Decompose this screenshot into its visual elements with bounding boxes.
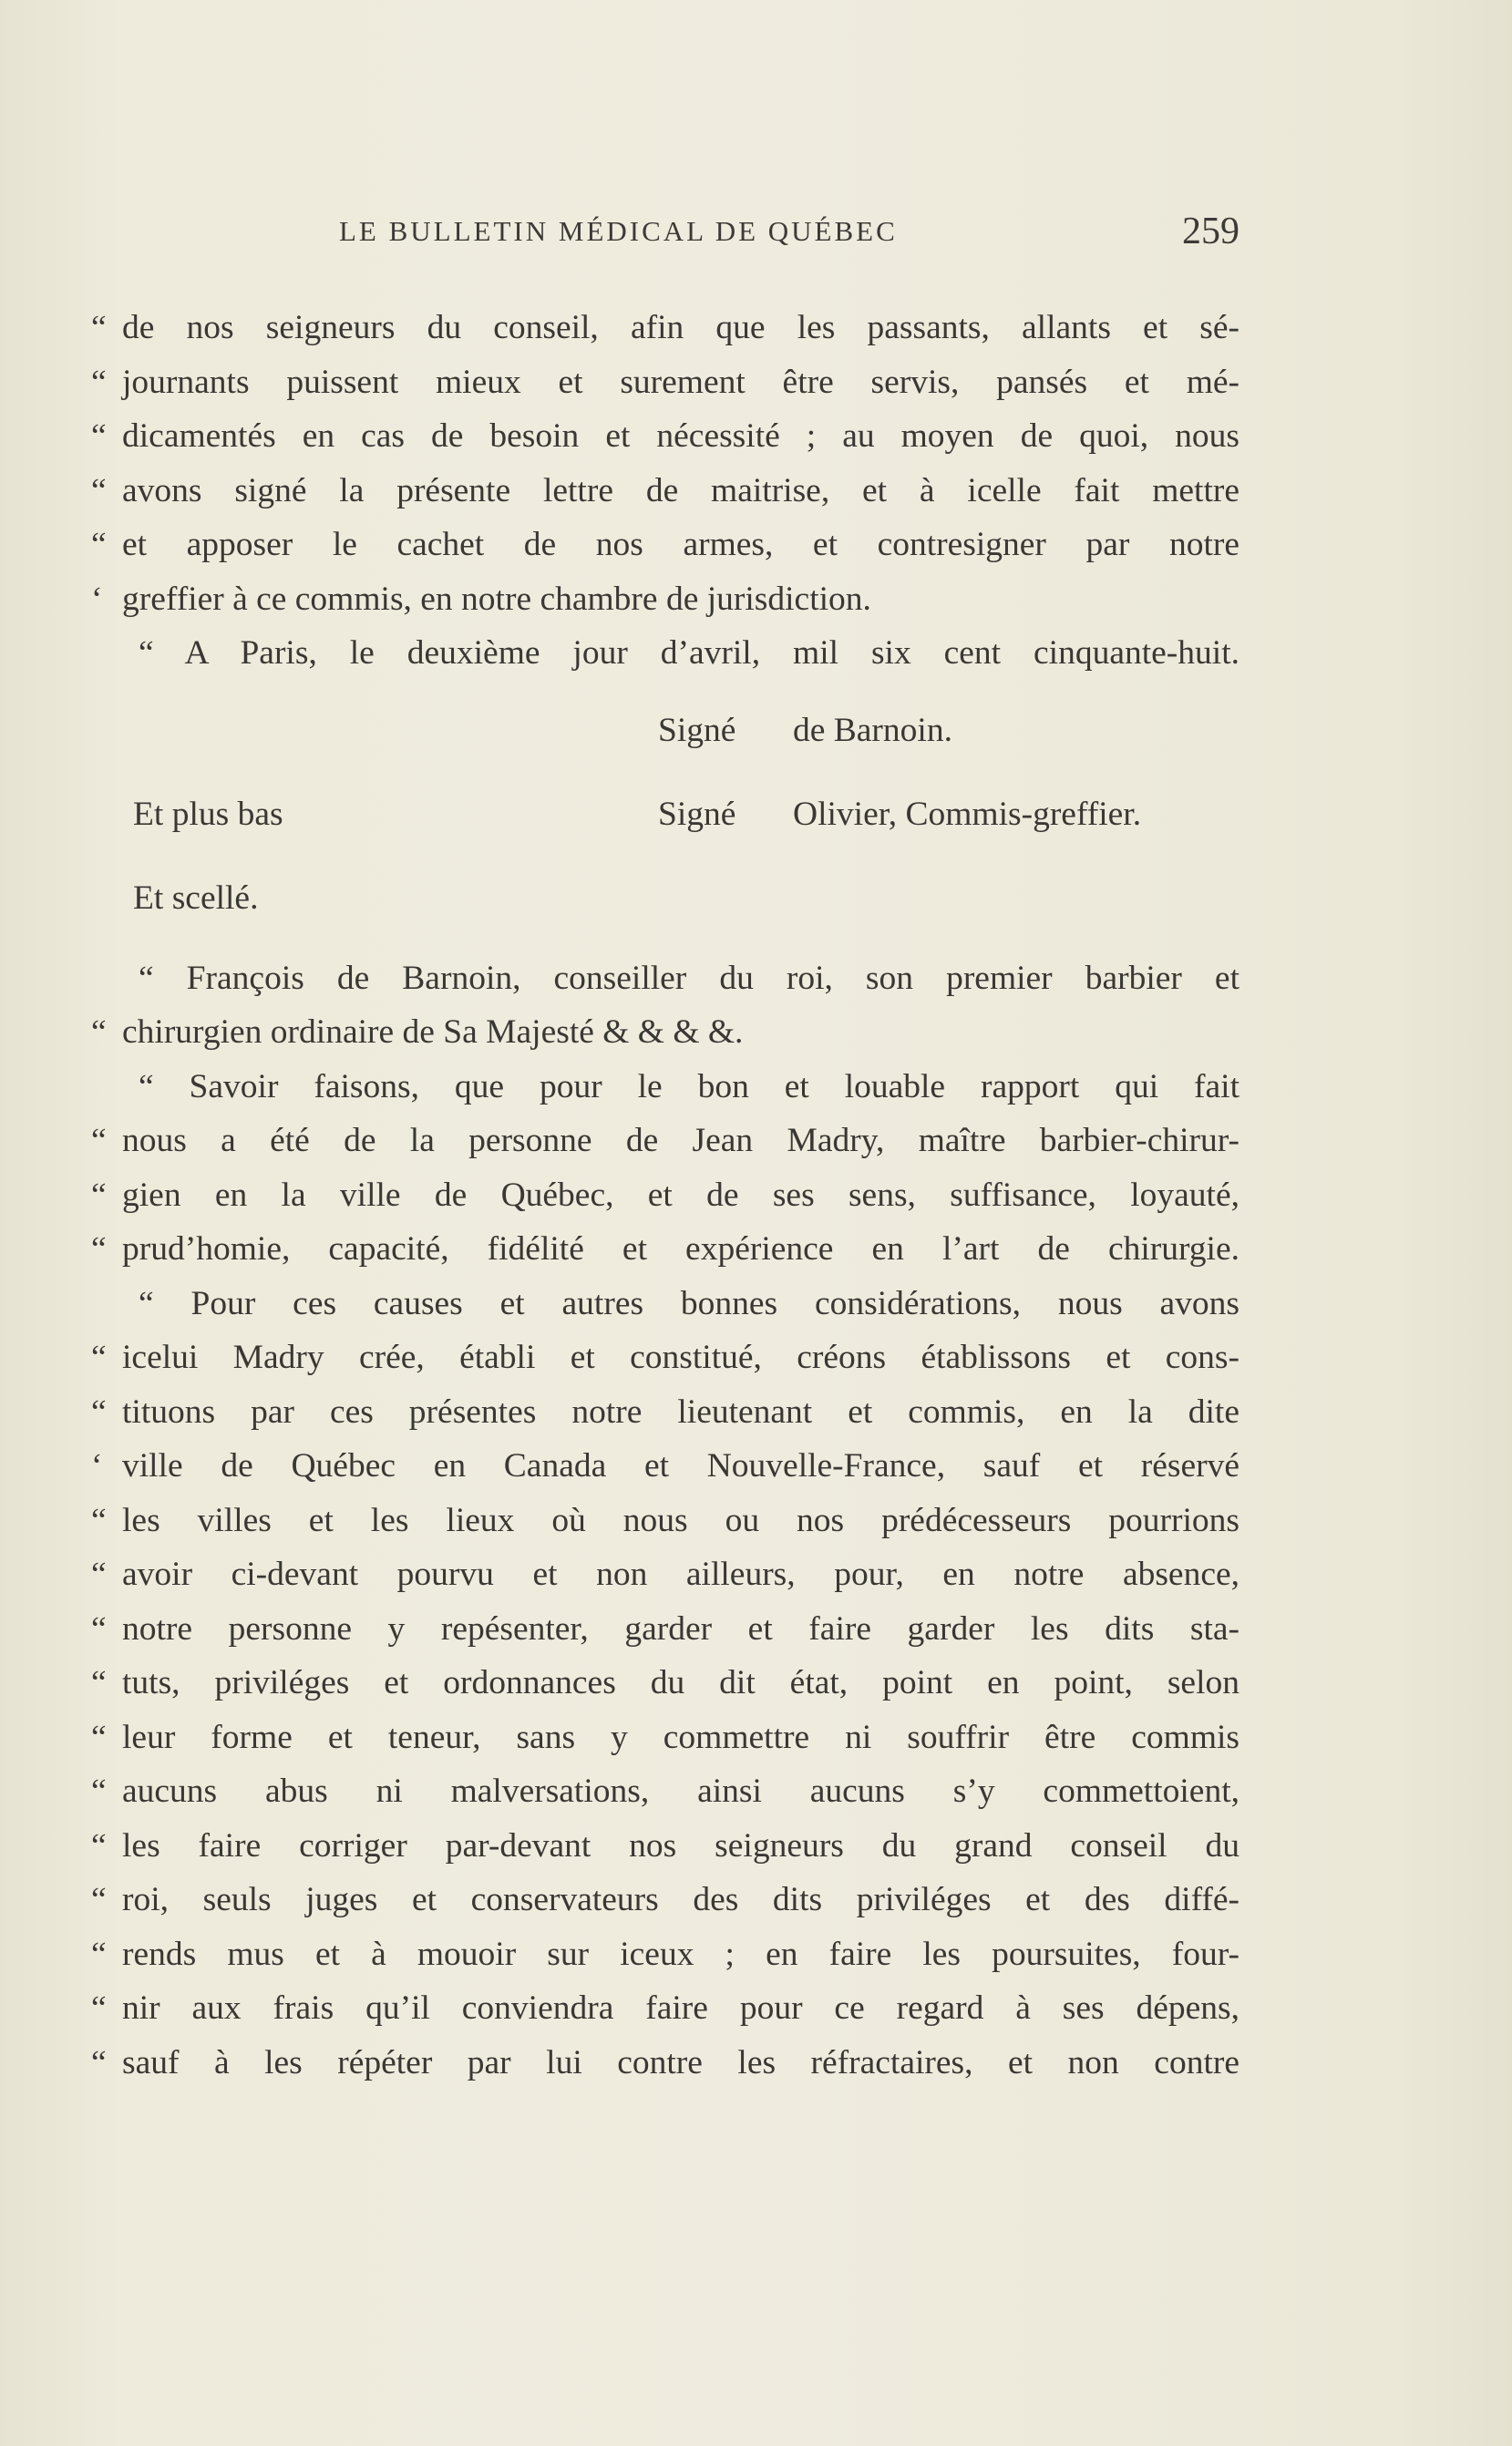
spacer (91, 926, 1239, 951)
text-line (91, 626, 1239, 681)
line-text: “ A Paris, le deuxième jour d’avril, mil six cent cinquante-huit. (139, 634, 1239, 672)
quote-mark: “ (91, 1176, 107, 1214)
line-text: “ François de Barnoin, conseiller du roi, son premier barbier et (139, 959, 1239, 997)
quote-mark: “ (91, 1609, 107, 1648)
signature-row (91, 704, 1239, 787)
quote-mark: ‘ (91, 1447, 103, 1485)
quote-mark: “ (91, 1393, 107, 1431)
signature-signed: Signé (658, 711, 736, 749)
journal-title: LE BULLETIN MÉDICAL DE QUÉBEC (339, 215, 898, 247)
quote-mark: “ (91, 1230, 107, 1268)
quote-mark: “ (91, 1339, 107, 1376)
line-text: chirurgien ordinaire de Sa Majesté & & & &. (122, 1013, 744, 1051)
quote-mark: “ (91, 1881, 107, 1918)
text-line (91, 1927, 1239, 1982)
quote-mark: “ (91, 363, 107, 401)
text-line (91, 2036, 1239, 2091)
running-head (91, 211, 1239, 257)
signature-signed: Signé (658, 795, 736, 833)
line-text: avoir ci-devant pourvu et non ailleurs, pour, en notre absence, (122, 1556, 1239, 1593)
text-line (91, 1873, 1239, 1927)
line-text: prud’homie, capacité, fidélité et expérience en l’art de chirurgie. (122, 1230, 1239, 1268)
quote-mark: “ (91, 417, 107, 455)
line-text: roi, seuls juges et conservateurs des dits priviléges et des diffé- (122, 1881, 1239, 1918)
line-text: “ Pour ces causes et autres bonnes considérations, nous avons (139, 1284, 1239, 1322)
line-text: greffier à ce commis, en notre chambre de jurisdiction. (122, 580, 871, 618)
sealed-text: Et scellé. (133, 879, 259, 917)
text-line (91, 355, 1239, 410)
text-line (91, 572, 1239, 627)
quote-mark: “ (91, 1718, 107, 1756)
quote-mark: “ (91, 1989, 107, 2027)
text-line (91, 951, 1239, 1006)
page-number: 259 (1182, 211, 1239, 252)
quote-mark: “ (91, 1013, 107, 1051)
text-line (91, 1981, 1239, 2036)
line-text: icelui Madry crée, établi et constitué, créons établissons et cons- (122, 1339, 1239, 1376)
body-text (91, 301, 1239, 2090)
signature-row (91, 787, 1239, 871)
text-line (91, 1819, 1239, 1874)
signature-left: Et plus bas (133, 795, 283, 833)
line-text: nir aux frais qu’il conviendra faire pour ce regard à ses dépens, (122, 1989, 1239, 2027)
line-text: ville de Québec en Canada et Nouvelle-France, sauf et réservé (122, 1447, 1239, 1485)
text-line (91, 464, 1239, 519)
line-text: de nos seigneurs du conseil, afin que les passants, allants et sé- (122, 309, 1239, 346)
quote-mark: “ (91, 1935, 107, 1973)
text-line (91, 1060, 1239, 1115)
text-line (91, 1277, 1239, 1331)
line-text: et apposer le cachet de nos armes, et contresigner par notre (122, 526, 1239, 563)
signature-name: Olivier, Commis-greffier. (793, 795, 1142, 833)
line-text: aucuns abus ni malversations, ainsi aucuns s’y commettoient, (122, 1773, 1239, 1810)
line-text: nous a été de la personne de Jean Madry, maître barbier-chirur- (122, 1122, 1239, 1159)
line-text: sauf à les répéter par lui contre les réfractaires, et non contre (122, 2043, 1239, 2081)
line-text: tituons par ces présentes notre lieutenant et commis, en la dite (122, 1393, 1239, 1431)
text-line (91, 409, 1239, 464)
line-text: leur forme et teneur, sans y commettre ni souffrir être commis (122, 1718, 1239, 1756)
text-line (91, 1005, 1239, 1060)
quote-mark: “ (91, 1122, 107, 1159)
text-line (91, 301, 1239, 355)
quote-mark: “ (91, 1501, 107, 1539)
quote-mark: “ (91, 1773, 107, 1810)
quote-mark: “ (91, 1826, 107, 1865)
text-line (91, 1494, 1239, 1548)
signature-name: de Barnoin. (793, 711, 952, 749)
text-line (91, 1764, 1239, 1819)
line-text: “ Savoir faisons, que pour le bon et louable rapport qui fait (139, 1067, 1239, 1105)
line-text: journants puissent mieux et surement être servis, pansés et mé- (122, 363, 1239, 401)
sealed-note (91, 871, 1239, 926)
line-text: notre personne y repésenter, garder et faire garder les dits sta- (122, 1609, 1239, 1648)
text-line (91, 1222, 1239, 1277)
line-text: gien en la ville de Québec, et de ses sens, suffisance, loyauté, (122, 1176, 1239, 1214)
text-line (91, 1656, 1239, 1711)
quote-mark: ‘ (91, 580, 103, 618)
text-line (91, 1331, 1239, 1385)
line-text: les faire corriger par-devant nos seigneurs du grand conseil du (122, 1826, 1239, 1865)
text-line (91, 1114, 1239, 1168)
spacer (91, 681, 1239, 704)
line-text: avons signé la présente lettre de maitrise, et à icelle fait mettre (122, 471, 1239, 509)
quote-mark: “ (91, 1556, 107, 1593)
text-line (91, 1439, 1239, 1494)
text-line (91, 518, 1239, 572)
text-line (91, 1602, 1239, 1657)
text-line (91, 1547, 1239, 1602)
quote-mark: “ (91, 526, 107, 563)
line-text: les villes et les lieux où nous ou nos prédécesseurs pourrions (122, 1501, 1239, 1539)
quote-mark: “ (91, 309, 107, 346)
text-line (91, 1385, 1239, 1440)
line-text: dicamentés en cas de besoin et nécessité ; au moyen de quoi, nous (122, 417, 1239, 455)
text-line (91, 1711, 1239, 1765)
quote-mark: “ (91, 1664, 107, 1701)
line-text: rends mus et à mouoir sur iceux ; en faire les poursuites, four- (122, 1935, 1239, 1973)
line-text: tuts, priviléges et ordonnances du dit état, point en point, selon (122, 1664, 1239, 1701)
text-line (91, 1168, 1239, 1223)
quote-mark: “ (91, 2043, 107, 2081)
quote-mark: “ (91, 471, 107, 509)
